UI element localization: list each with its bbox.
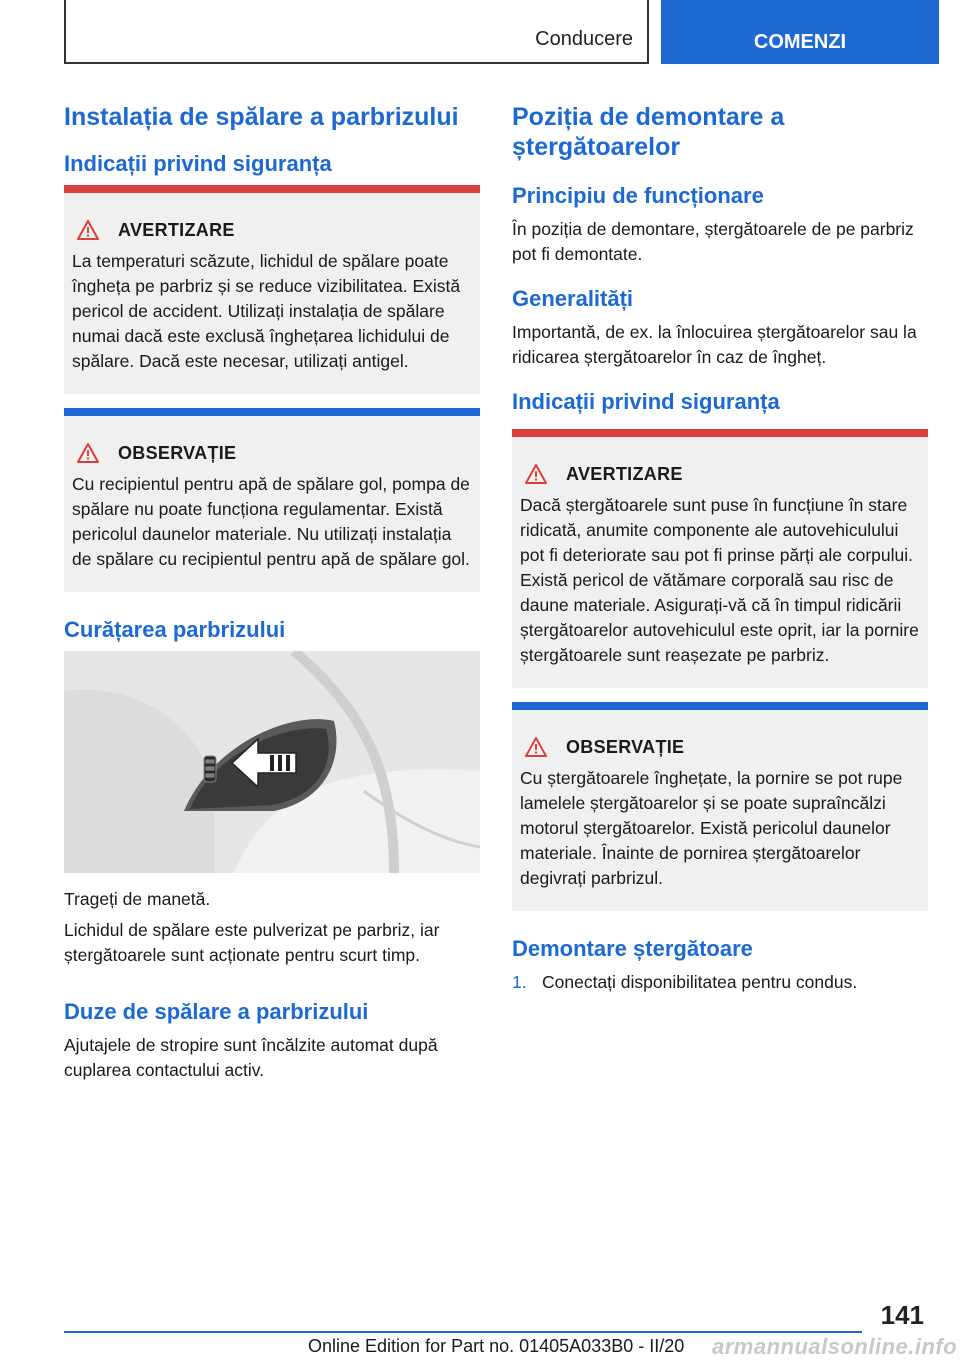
nozzles-text: Ajutajele de stropire sunt încălzite automat după cuplarea contactului activ. [64, 1035, 438, 1080]
warning-title: AVERTIZARE [118, 219, 235, 240]
page-number: 141 [880, 1300, 924, 1330]
remove-wipers-heading: Demontare ștergătoare [512, 936, 753, 961]
notice-box-right [512, 702, 928, 911]
step-number: 1. [512, 972, 527, 992]
warning-triangle-icon [524, 463, 548, 485]
cleaning-instruction: Trageți de manetă. [64, 889, 211, 909]
warning-text-right: Dacă ștergătoarele sunt puse în funcțiune în stare ridicată, anumite componente ale autovehiculului pot fi deteriorate sau pot fi prinse părți ale corpului. Există pericol de vătămare corporală sau risc de daune materiale. Asigurați-vă că în timpul ridicării ștergătoarelor autovehiculul este oprit, iar la pornire ștergătoarele sunt reașezate pe parbriz. [520, 495, 919, 665]
cleaning-heading: Curățarea parbrizului [64, 617, 286, 642]
step-text: Conectați disponibilitatea pentru condus. [542, 972, 858, 992]
footer-divider [64, 1331, 862, 1333]
right-column [512, 102, 928, 995]
notice-box-left [64, 408, 480, 592]
warning-text: La temperaturi scăzute, lichidul de spălare poate îngheța pe parbriz și se reduce vizibilitatea. Există pericol de accident. Utilizați instalația de spălare numai dacă este exclusă înghețarea lichidului de spălare. Dacă este necesar, utilizați antigel. [72, 251, 461, 371]
general-heading: Generalități [512, 286, 634, 311]
notice-title-row-right [520, 736, 920, 758]
watermark: armannualsonline.info [712, 1334, 958, 1359]
warning-triangle-icon [76, 219, 100, 241]
header-section-title: Conducere [535, 28, 633, 50]
header-chapter-label: COMENZI [753, 31, 847, 53]
header-section-box [64, 0, 649, 64]
footer-edition: Online Edition for Part no. 01405A033B0 - II/20 [308, 1336, 685, 1356]
warning-title-right: AVERTIZARE [566, 463, 683, 484]
notice-title-right: OBSERVAȚIE [566, 736, 685, 757]
nozzles-heading: Duze de spălare a parbrizului [64, 999, 369, 1024]
header-chapter-tab[interactable] [661, 0, 939, 64]
principle-heading: Principiu de funcționare [512, 183, 764, 208]
cleaning-description: Lichidul de spălare este pulverizat pe parbriz, iar ștergătoarele sunt acționate pentru scurt timp. [64, 920, 440, 965]
warning-box-right [512, 429, 928, 688]
safety-heading-right: Indicații privind siguranța [512, 389, 780, 414]
warning-title-row [72, 219, 472, 241]
notice-title-row [72, 442, 472, 464]
warning-box-left [64, 185, 480, 394]
general-text: Importantă, de ex. la înlocuirea ștergătoarelor sau la ridicarea ștergătoarelor în caz de îngheț. [512, 322, 917, 367]
notice-text: Cu recipientul pentru apă de spălare gol, pompa de spălare nu poate funcționa regulamentar. Există pericolul daunelor materiale. Nu utilizați instalația de spălare cu recipientul pentru apă de spălare gol. [72, 474, 470, 569]
principle-text: În poziția de demontare, ștergătoarele de pe parbriz pot fi demontate. [512, 219, 914, 264]
caution-triangle-icon [76, 442, 100, 464]
left-column [64, 102, 480, 1089]
safety-heading-left: Indicații privind siguranța [64, 151, 332, 176]
warning-title-row-right [520, 463, 920, 485]
notice-title: OBSERVAȚIE [118, 442, 237, 463]
caution-triangle-icon [524, 736, 548, 758]
wiper-lever-illustration [64, 651, 480, 873]
section-title-washer: Instalația de spălare a parbrizului [64, 103, 459, 131]
notice-text-right: Cu ștergătoarele înghețate, la pornire se pot rupe lamelele ștergătoarelor și se poate supraîncălzi motorul ștergătoarelor. Există pericolul daunelor materiale. Înainte de pornirea ștergătoarelor degivrați parbrizul. [520, 768, 903, 888]
step-item [512, 970, 928, 995]
section-title-wiper-position: Poziția de demontare a ștergătoarelor [512, 103, 785, 161]
